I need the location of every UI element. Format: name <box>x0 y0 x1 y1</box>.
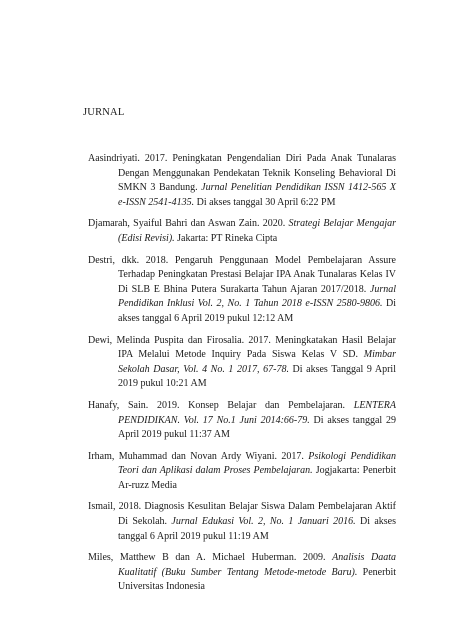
reference-access-note: Jakarta: PT Rineka Cipta <box>174 232 278 244</box>
reference-text: Ismail, 2018. Diagnosis Kesulitan Belajar Siswa Dalam Pembelajaran Aktif Di Sekolah. <box>88 501 396 528</box>
reference-access-note: Di akses tanggal 29 April 2019 pukul 11:37 AM <box>118 414 397 441</box>
reference-entry <box>88 399 396 443</box>
reference-source-italic: Jurnal Pendidikan Inklusi Vol. 2, No. 1 Tahun 2018 e-ISSN 2580-9806. <box>118 283 396 310</box>
reference-entry <box>88 334 396 392</box>
reference-access-note: Di akses Tanggal 9 April 2019 pukul 10:21 AM <box>118 363 396 390</box>
reference-text: Hanafy, Sain. 2019. Konsep Belajar dan Pembelajaran. <box>88 399 354 411</box>
reference-source-italic: Analisis Daata Kualitatif (Buku Sumber Tentang Metode-metode Baru). <box>118 552 396 578</box>
reference-entry <box>88 450 396 494</box>
reference-source-italic: Strategi Belajar Mengajar (Edisi Revisi). <box>118 218 396 244</box>
reference-access-note: Penerbit Universitas Indonesia <box>118 566 397 593</box>
reference-list <box>88 152 396 602</box>
reference-entry <box>88 254 396 327</box>
reference-access-note: Di akses tanggal 6 April 2019 pukul 12:12 AM <box>118 298 397 324</box>
reference-text: Destri, dkk. 2018. Pengaruh Penggunaan Model Pembelajaran Assure Terhadap Peningkatan Prestasi Belajar IPA Anak Tunalaras Kelas IV Di SLB E Bhina Putera Surakarta Tahun Ajaran 2017/2018. <box>88 254 396 295</box>
reference-source-italic: Psikologi Pendidikan Teori dan Aplikasi dalam Proses Pembelajaran. <box>118 450 396 477</box>
reference-source-italic: Jurnal Penelitian Pendidikan ISSN 1412-565 X e-ISSN 2541-4135. <box>118 182 396 208</box>
reference-entry <box>88 500 396 544</box>
reference-access-note: Di akses tanggal 6 April 2019 pukul 11:19 AM <box>118 516 396 542</box>
reference-source-italic: LENTERA PENDIDIKAN. Vol. 17 No.1 Juni 2014:66-79. <box>118 399 396 426</box>
reference-entry <box>88 152 396 210</box>
reference-entry <box>88 551 396 595</box>
reference-text: Aasindriyati. 2017. Peningkatan Pengendalian Diri Pada Anak Tunalaras Dengan Menggunakan Pendekatan Teknik Konseling Behavioral Di SMKN 3 Bandung. <box>88 153 396 194</box>
reference-source-italic: Jurnal Edukasi Vol. 2, No. 1 Januari 2016. <box>171 516 356 528</box>
reference-text: Irham, Muhammad dan Novan Ardy Wiyani. 2017. <box>88 450 309 462</box>
reference-text: Dewi, Melinda Puspita dan Firosalia. 2017. Meningkatakan Hasil Belajar IPA Melalui Metode Inquiry Pada Siswa Kelas V SD. <box>88 334 396 361</box>
reference-text: Djamarah, Syaiful Bahri dan Aswan Zain. 2020. <box>88 218 289 230</box>
reference-access-note: Jogjakarta: Penerbit Ar-ruzz Media <box>118 465 396 491</box>
reference-text: Miles, Matthew B dan A. Michael Huberman. 2009. <box>88 552 333 564</box>
reference-source-italic: Mimbar Sekolah Dasar, Vol. 4 No. 1 2017, 67-78. <box>118 349 396 375</box>
section-heading: JURNAL <box>83 107 125 118</box>
reference-entry <box>88 217 396 246</box>
reference-access-note: Di akses tanggal 30 April 6:22 PM <box>194 196 336 208</box>
